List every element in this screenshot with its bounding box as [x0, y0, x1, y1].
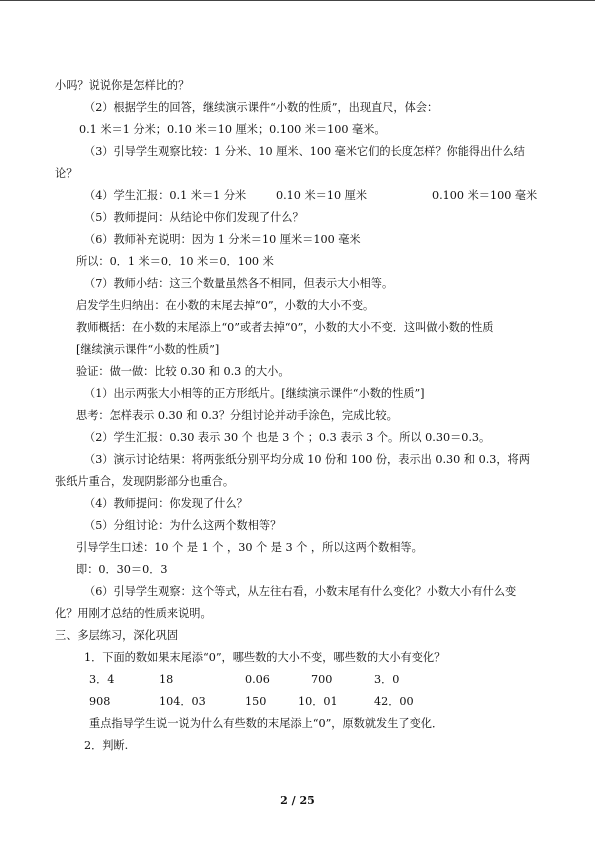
text-line: 所以：0．1 米＝0．10 米＝0．100 米 [76, 255, 274, 268]
text-line: 论？ [55, 167, 78, 180]
page-number: 2 / 25 [280, 794, 315, 807]
text-line: （4）教师提问：你发现了什么？ [84, 497, 248, 510]
number-item: 42．00 [374, 695, 414, 708]
text-line: （2）学生汇报：0.30 表示 30 个 也是 3 个 ；0.3 表示 3 个。所以 0.30＝0.3。 [84, 431, 491, 444]
text-line: 1．下面的数如果末尾添“0”，哪些数的大小不变，哪些数的大小有变化？ [84, 651, 446, 664]
number-item: 3．0 [374, 673, 400, 686]
text-line: 2．判断. [84, 739, 129, 752]
text-line: 启发学生归纳出：在小数的末尾去掉“0”，小数的大小不变。 [76, 299, 375, 312]
text-line: （5）教师提问：从结论中你们发现了什么？ [84, 211, 304, 224]
text-line: 即：0．30＝0．3 [76, 563, 168, 576]
number-item: 700 [311, 673, 333, 686]
page-top-border [0, 0, 595, 1]
text-line: 思考：怎样表示 0.30 和 0.3？分组讨论并动手涂色，完成比较。 [76, 409, 398, 422]
text-line: 教师概括：在小数的末尾添上“0”或者去掉“0”，小数的大小不变．这叫做小数的性质 [76, 321, 494, 334]
text-line: （3）演示讨论结果：将两张纸分别平均分成 10 份和 100 份，表示出 0.30 和 0.3，将两 [84, 453, 530, 466]
text-line: 0.1 米＝1 分米；0.10 米＝10 厘米；0.100 米＝100 毫米。 [79, 123, 386, 136]
number-item: 18 [159, 673, 174, 686]
text-line: [继续演示课件“小数的性质”] [76, 343, 220, 356]
text-line: 重点指导学生说一说为什么有些数的末尾添上“0”，原数就发生了变化． [89, 717, 444, 730]
text-line: （6）教师补充说明：因为 1 分米＝10 厘米＝100 毫米 [84, 233, 361, 246]
number-item: 908 [89, 695, 111, 708]
text-line: 引导学生口述：10 个 是 1 个 ，30 个 是 3 个 ，所以这两个数相等。 [76, 541, 423, 554]
text-line: 张纸片重合，发现阴影部分也重合。 [55, 475, 235, 488]
text-line: （2）根据学生的回答，继续演示课件“小数的性质”，出现直尺，体会： [84, 101, 439, 114]
number-item: 10．01 [298, 695, 338, 708]
text-line: 验证：做一做：比较 0.30 和 0.3 的大小。 [76, 365, 290, 378]
text-line: 小吗？说说你是怎样比的？ [55, 79, 190, 92]
section-heading: 三、多层练习，深化巩固 [55, 629, 179, 642]
text-line: （4）学生汇报：0.1 米＝1 分米 [84, 189, 247, 202]
text-line: （5）分组讨论：为什么这两个数相等？ [84, 519, 282, 532]
number-item: 0.06 [245, 673, 270, 686]
text-line: （7）教师小结：这三个数量虽然各不相同，但表示大小相等。 [84, 277, 394, 290]
text-line: 0.10 米＝10 厘米 [276, 189, 368, 202]
number-item: 150 [245, 695, 267, 708]
text-line: （1）出示两张大小相等的正方形纸片。[继续演示课件“小数的性质”] [84, 387, 425, 400]
text-line: （3）引导学生观察比较：1 分米、10 厘米、100 毫米它们的长度怎样？你能得出什么结 [84, 145, 525, 158]
number-item: 104．03 [159, 695, 206, 708]
text-line: 0.100 米＝100 毫米 [432, 189, 538, 202]
number-item: 3．4 [89, 673, 115, 686]
text-line: 化？用刚才总结的性质来说明。 [55, 607, 212, 620]
text-line: （6）引导学生观察：这个等式，从左往右看，小数末尾有什么变化？小数大小有什么变 [84, 585, 517, 598]
